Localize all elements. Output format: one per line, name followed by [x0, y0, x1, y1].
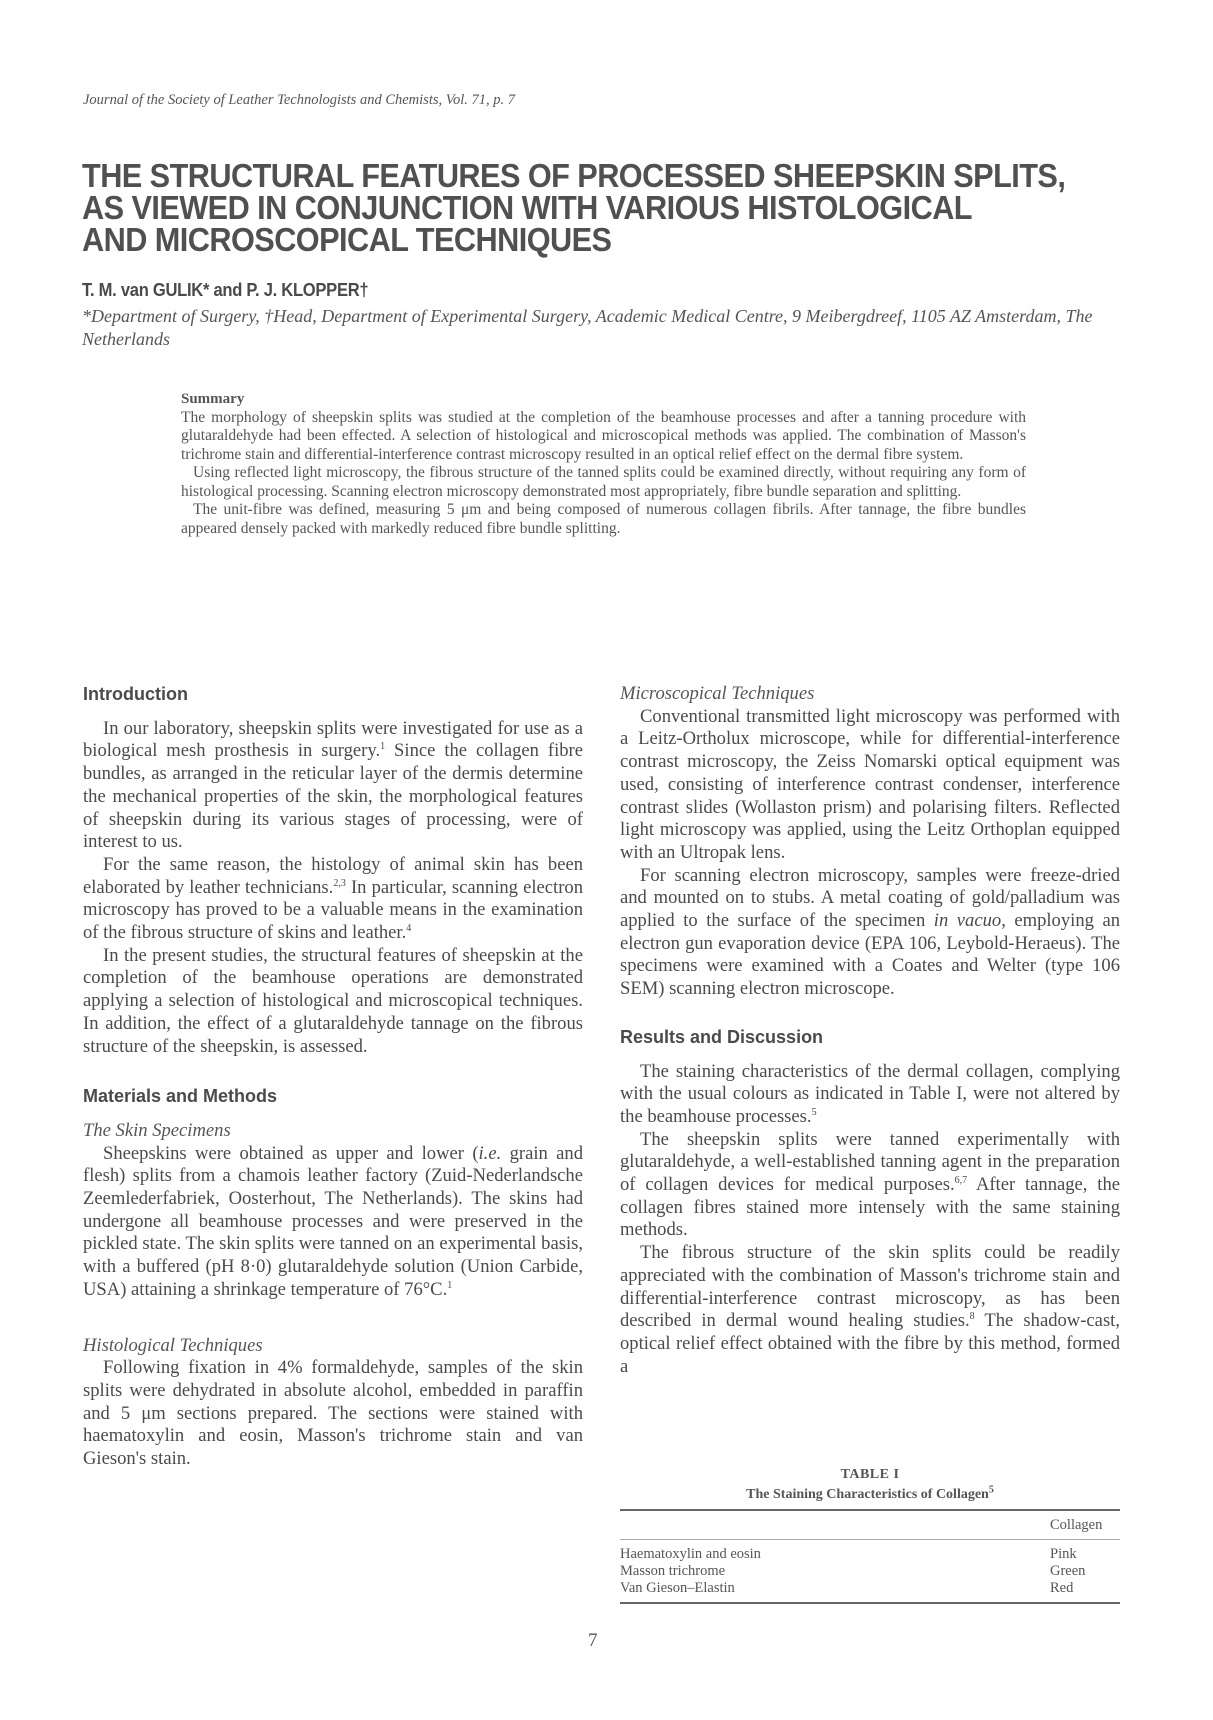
right-column	[620, 683, 1120, 1378]
left-column	[83, 683, 583, 1471]
text-run: grain and flesh) splits from a chamois leather factory (Zuid-Nederlandsche Zeemlederfabriek, Oosterhout, The Netherlands). The skins had undergone all beamhouse processes and were preserved in the pickled state. The skin splits were tanned on an experimental basis, with a buffered (pH 8·0) glutaraldehyde solution (Union Carbide, USA) attaining a shrinkage temperature of 76°C.	[83, 1142, 583, 1300]
text-run: , employing an electron gun evaporation device (EPA 106, Leybold-Heraeus). The specimens were examined with a Coates and Welter (type 106 SEM) scanning electron microscope.	[620, 910, 1120, 1000]
intro-paragraph-2	[83, 854, 583, 945]
reference-marker: 1	[380, 741, 386, 753]
table-header-cell	[620, 1510, 1050, 1540]
title-line: THE STRUCTURAL FEATURES OF PROCESSED SHEEPSKIN SPLITS,	[82, 157, 1066, 194]
authors: T. M. van GULIK* and P. J. KLOPPER†	[82, 280, 369, 300]
table-cell: Van Gieson–Elastin	[620, 1580, 1050, 1603]
text-run-italic: i.e.	[478, 1142, 502, 1164]
microscopical-paragraph-2	[620, 865, 1120, 1001]
reference-marker: 1	[447, 1279, 453, 1291]
table-cell: Red	[1050, 1580, 1120, 1603]
text-run: Sheepskins were obtained as upper and lower (	[103, 1142, 479, 1164]
page-number: 7	[588, 1630, 598, 1651]
text-run: In our laboratory, sheepskin splits were investigated for use as a biological mesh prosthesis in surgery.	[83, 717, 583, 762]
intro-paragraph-1	[83, 718, 583, 854]
text-run: For scanning electron microscopy, samples were freeze-dried and mounted on to stubs. A metal coating of gold/palladium was applied to the surface of the specimen	[620, 864, 1120, 932]
results-heading: Results and Discussion	[620, 1026, 824, 1047]
title-line: AND MICROSCOPICAL TECHNIQUES	[82, 221, 612, 258]
text-run: For the same reason, the histology of animal skin has been elaborated by leather technicians.	[83, 853, 583, 898]
reference-marker: 8	[969, 1311, 975, 1323]
summary-heading: Summary	[181, 391, 245, 407]
table-cell: Masson trichrome	[620, 1563, 726, 1579]
summary-paragraph: Using reflected light microscopy, the fibrous structure of the tanned splits could be examined directly, without requiring any form of histological processing. Scanning electron microscopy demonstrated most appropriately, fibre bundle separation and splitting.	[181, 464, 1026, 500]
summary-paragraph: The unit-fibre was defined, measuring 5 μm and being composed of numerous collagen fibrils. After tannage, the fibre bundles appeared densely packed with markedly reduced fibre bundle splitting.	[181, 501, 1026, 537]
histological-paragraph: Following fixation in 4% formaldehyde, samples of the skin splits were dehydrated in absolute alcohol, embedded in paraffin and 5 μm sections prepared. The sections were stained with haematoxylin and eosin, Masson's trichrome stain and van Gieson's stain.	[83, 1357, 583, 1470]
microscopical-subheading: Microscopical Techniques	[620, 683, 815, 704]
title-line: AS VIEWED IN CONJUNCTION WITH VARIOUS HISTOLOGICAL	[82, 189, 972, 226]
skin-specimens-paragraph	[83, 1143, 583, 1302]
table-cell: Haematoxylin and eosin	[620, 1546, 761, 1562]
results-paragraph-3	[620, 1242, 1120, 1378]
text-run: The sheepskin splits were tanned experimentally with glutaraldehyde, a well-established tanning agent in the preparation of collagen devices for medical purposes.	[620, 1128, 1120, 1196]
reference-marker: 6,7	[954, 1174, 968, 1186]
text-run-italic: in vacuo	[933, 910, 1002, 932]
reference-marker: 2,3	[333, 877, 346, 889]
table-header-row	[620, 1510, 1120, 1540]
microscopical-paragraph-1: Conventional transmitted light microscopy was performed with a Leitz-Ortholux microscope, while for differential-interference contrast microscopy, the Zeiss Nomarski optical equipment was used, consisting of interference contrast condenser, interference contrast slides (Wollaston prism) and polarising filters. Reflected light microscopy was applied, using the Leitz Orthoplan equipped with an Ultropak lens.	[620, 705, 1120, 863]
results-paragraph-1	[620, 1061, 1120, 1129]
text-run: After tannage, the collagen fibres stained more intensely with the same staining methods.	[620, 1174, 1120, 1241]
article-title	[82, 157, 1068, 258]
summary-block	[181, 390, 1026, 538]
skin-specimens-subheading: The Skin Specimens	[83, 1119, 231, 1141]
running-head: Journal of the Society of Leather Technologists and Chemists, Vol. 71, p. 7	[83, 92, 516, 108]
table-row	[620, 1540, 1120, 1564]
summary-paragraph: The morphology of sheepskin splits was studied at the completion of the beamhouse processes and after a tanning procedure with glutaraldehyde had been effected. A selection of histological and microscopical methods was applied. The combination of Masson's trichrome stain and differential-interference contrast microscopy resulted in an optical relief effect on the dermal fibre system.	[181, 408, 1026, 463]
table-label: TABLE I	[840, 1467, 900, 1482]
table-header-cell: Collagen	[1050, 1517, 1103, 1533]
table-row	[620, 1563, 1120, 1580]
reference-marker: 4	[406, 922, 412, 934]
introduction-heading: Introduction	[83, 684, 188, 704]
histological-subheading: Histological Techniques	[83, 1334, 263, 1356]
table-1	[620, 1467, 1120, 1604]
text-run: The fibrous structure of the skin splits could be readily appreciated with the combination of Masson's trichrome stain and differential-interference contrast microscopy, as has been described in dermal wound healing studies.	[620, 1242, 1120, 1332]
affiliation: *Department of Surgery, †Head, Department of Experimental Surgery, Academic Medical Centre, 9 Meibergdreef, 1105 AZ Amsterdam, The Netherlands	[82, 306, 1093, 349]
text-run: The shadow-cast, optical relief effect obtained with the fibre by this method, formed a	[620, 1310, 1120, 1377]
reference-marker: 5	[811, 1106, 817, 1118]
staining-table	[620, 1509, 1120, 1604]
table-caption	[620, 1484, 1120, 1503]
intro-paragraph-3: In the present studies, the structural features of sheepskin at the completion of the beamhouse operations are demonstrated applying a selection of histological and microscopical techniques. In addition, the effect of a glutaraldehyde tannage on the fibrous structure of the sheepskin, is assessed.	[83, 944, 583, 1057]
reference-marker: 5	[988, 1484, 994, 1496]
methods-heading: Materials and Methods	[83, 1086, 278, 1107]
table-cell: Green	[1050, 1563, 1086, 1579]
text-run: The Staining Characteristics of Collagen	[746, 1487, 989, 1502]
table-row	[620, 1580, 1120, 1603]
text-run: In particular, scanning electron microscopy has proved to be a valuable means in the examination of the fibrous structure of skins and leather.	[83, 876, 584, 944]
text-run: Since the collagen fibre bundles, as arranged in the reticular layer of the dermis determine the mechanical properties of the skin, the morphological features of sheepskin during its various stages of processing, were of interest to us.	[83, 740, 584, 853]
text-run: The staining characteristics of the dermal collagen, complying with the usual colours as indicated in Table I, were not altered by the beamhouse processes.	[620, 1060, 1120, 1127]
results-paragraph-2	[620, 1129, 1120, 1243]
table-cell: Pink	[1050, 1546, 1077, 1562]
